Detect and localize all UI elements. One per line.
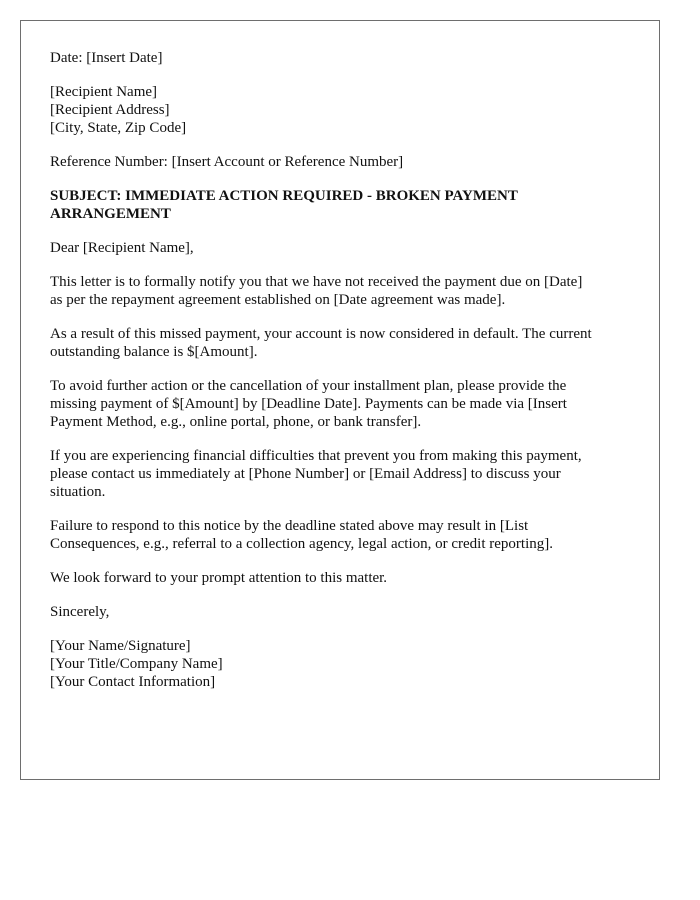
paragraph-line: Failure to respond to this notice by the deadline stated above may result in [List bbox=[50, 518, 529, 534]
signature-title: [Your Title/Company Name] bbox=[50, 656, 223, 672]
subject-line-1: SUBJECT: IMMEDIATE ACTION REQUIRED - BROKEN PAYMENT bbox=[50, 188, 518, 204]
paragraph-line: This letter is to formally notify you that we have not received the payment due on [Date] bbox=[50, 274, 583, 290]
paragraph-line: please contact us immediately at [Phone Number] or [Email Address] to discuss your bbox=[50, 466, 561, 482]
paragraph-line: missing payment of $[Amount] by [Deadline Date]. Payments can be made via [Insert bbox=[50, 396, 567, 412]
paragraph-line: We look forward to your prompt attention to this matter. bbox=[50, 570, 388, 586]
salutation: Dear [Recipient Name], bbox=[50, 240, 194, 256]
closing: Sincerely, bbox=[50, 604, 110, 620]
paragraph-financial-difficulties bbox=[50, 447, 635, 501]
paragraph-default-balance bbox=[50, 325, 635, 361]
recipient-block bbox=[50, 83, 635, 137]
paragraph-line: Consequences, e.g., referral to a collection agency, legal action, or credit reporting]. bbox=[50, 536, 553, 552]
date-line: Date: [Insert Date] bbox=[50, 50, 163, 66]
signature-name: [Your Name/Signature] bbox=[50, 638, 191, 654]
reference-line: Reference Number: [Insert Account or Reference Number] bbox=[50, 154, 404, 170]
paragraph-line: situation. bbox=[50, 484, 106, 500]
reference-block bbox=[50, 153, 635, 171]
date-block bbox=[50, 49, 635, 67]
paragraph-line: If you are experiencing financial difficulties that prevent you from making this payment, bbox=[50, 448, 582, 464]
recipient-address: [Recipient Address] bbox=[50, 102, 170, 118]
paragraph-line: Payment Method, e.g., online portal, phone, or bank transfer]. bbox=[50, 414, 422, 430]
signature-contact: [Your Contact Information] bbox=[50, 674, 216, 690]
recipient-name: [Recipient Name] bbox=[50, 84, 158, 100]
signature-block bbox=[50, 637, 635, 691]
recipient-city-state-zip: [City, State, Zip Code] bbox=[50, 120, 187, 136]
salutation-block bbox=[50, 239, 635, 257]
paragraph-missed-payment bbox=[50, 273, 635, 309]
letter-content bbox=[50, 49, 635, 707]
paragraph-closing-remark bbox=[50, 569, 635, 587]
paragraph-line: To avoid further action or the cancellation of your installment plan, please provide the bbox=[50, 378, 567, 394]
paragraph-line: outstanding balance is $[Amount]. bbox=[50, 344, 258, 360]
paragraph-line: as per the repayment agreement established on [Date agreement was made]. bbox=[50, 292, 506, 308]
paragraph-consequences bbox=[50, 517, 635, 553]
paragraph-line: As a result of this missed payment, your account is now considered in default. The current bbox=[50, 326, 592, 342]
subject-heading bbox=[50, 187, 635, 223]
closing-block bbox=[50, 603, 635, 621]
paragraph-payment-instructions bbox=[50, 377, 635, 431]
letter-page bbox=[20, 20, 660, 780]
subject-line-2: ARRANGEMENT bbox=[50, 206, 171, 222]
